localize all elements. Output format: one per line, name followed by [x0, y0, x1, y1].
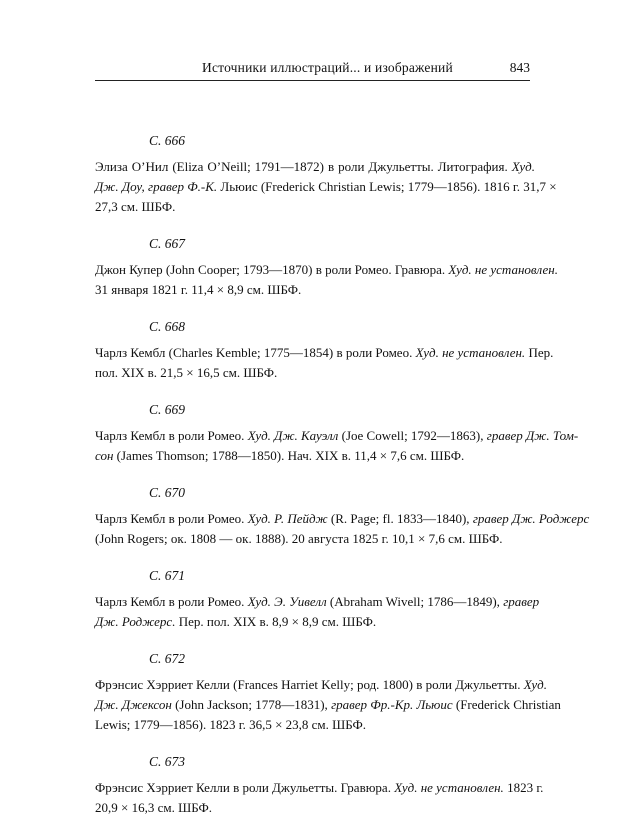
- illustration-entry: [95, 649, 561, 735]
- text-run: Фрэнсис Хэрриет Келли в роли Джульетты. Гравюра.: [95, 780, 395, 795]
- italic-credit: Дж. Доу, гравер Ф.-К.: [95, 179, 218, 194]
- italic-credit: Худ.: [523, 677, 547, 692]
- italic-credit: Худ.: [511, 159, 535, 174]
- italic-credit: сон: [95, 448, 114, 463]
- entry-page-reference: С. 666: [149, 133, 186, 148]
- description-line: [95, 675, 547, 695]
- italic-credit: гравер Дж. Том-: [486, 428, 579, 443]
- description-line: [95, 363, 535, 383]
- entry-description: [95, 675, 561, 735]
- entry-description: [95, 157, 557, 217]
- illustration-entry: [95, 752, 544, 818]
- text-run: (John Rogers; ок. 1808 — ок. 1888). 20 августа 1825 г. 10,1 × 7,6 см. ШБФ.: [95, 531, 503, 546]
- description-line: [95, 715, 535, 735]
- text-run: Льюис (Frederick Christian Lewis; 1779—1856). 1816 г. 31,7 ×: [217, 179, 557, 194]
- italic-credit: Худ. Р. Пейдж: [247, 511, 328, 526]
- text-run: Фрэнсис Хэрриет Келли (Frances Harriet Kelly; род. 1800) в роли Джульетты.: [95, 677, 524, 692]
- illustration-entry: [95, 234, 559, 300]
- entry-description: [95, 260, 559, 300]
- italic-credit: Худ. не установлен.: [394, 780, 504, 795]
- description-line: [95, 592, 540, 612]
- illustration-entry: [95, 131, 557, 217]
- entry-page-reference: С. 673: [149, 754, 186, 769]
- text-run: 1823 г.: [503, 780, 544, 795]
- entry-page-reference: С. 667: [149, 236, 186, 251]
- illustration-entry: [95, 566, 540, 632]
- text-run: Пер. пол. XIX в. 8,9 × 8,9 см. ШБФ.: [175, 614, 377, 629]
- page-number: 843: [509, 60, 530, 75]
- entry-description: [95, 592, 540, 632]
- text-run: (John Jackson; 1778—1831),: [171, 697, 332, 712]
- entry-page-reference: С. 672: [149, 651, 186, 666]
- header-rule: [95, 80, 530, 81]
- entry-page-reference: С. 670: [149, 485, 186, 500]
- description-line: [95, 778, 544, 798]
- italic-credit: Худ. Дж. Кауэлл: [247, 428, 339, 443]
- text-run: пол. XIX в. 21,5 × 16,5 см. ШБФ.: [95, 365, 278, 380]
- description-line: [95, 509, 590, 529]
- italic-credit: гравер Фр.-Кр. Льюис: [331, 697, 453, 712]
- text-run: 20,9 × 16,3 см. ШБФ.: [95, 800, 212, 815]
- italic-credit: Худ. Э. Уивелл: [247, 594, 327, 609]
- text-run: Lewis; 1779—1856). 1823 г. 36,5 × 23,8 см. ШБФ.: [95, 717, 367, 732]
- description-line: [95, 798, 535, 818]
- entry-description: [95, 509, 590, 549]
- text-run: Чарлз Кембл в роли Ромео.: [95, 428, 248, 443]
- description-line: [95, 343, 554, 363]
- description-line: [95, 446, 535, 466]
- text-run: (Frederick Christian: [452, 697, 561, 712]
- entry-description: [95, 343, 554, 383]
- text-run: (James Thomson; 1788—1850). Нач. XIX в. 11,4 × 7,6 см. ШБФ.: [113, 448, 465, 463]
- italic-credit: Дж. Джексон: [95, 697, 172, 712]
- text-run: (Joe Cowell; 1792—1863),: [338, 428, 487, 443]
- description-line: [95, 426, 579, 446]
- description-line: [95, 529, 535, 549]
- running-head-title: Источники иллюстраций... и изображений: [202, 60, 453, 75]
- italic-credit: гравер: [503, 594, 540, 609]
- illustration-sources-list: [95, 131, 590, 835]
- text-run: 31 января 1821 г. 11,4 × 8,9 см. ШБФ.: [95, 282, 302, 297]
- entry-description: [95, 778, 544, 818]
- description-line: [95, 280, 535, 300]
- text-run: (Abraham Wivell; 1786—1849),: [326, 594, 504, 609]
- italic-credit: Худ. не установлен.: [448, 262, 559, 277]
- text-run: Чарлз Кембл в роли Ромео.: [95, 511, 248, 526]
- illustration-entry: [95, 400, 579, 466]
- description-line: [95, 612, 535, 632]
- description-line: [95, 197, 535, 217]
- text-run: 27,3 см. ШБФ.: [95, 199, 176, 214]
- italic-credit: Худ. не установлен.: [415, 345, 526, 360]
- text-run: (R. Page; fl. 1833—1840),: [327, 511, 473, 526]
- description-line: [95, 157, 535, 177]
- description-line: [95, 695, 561, 715]
- entry-page-reference: С. 668: [149, 319, 186, 334]
- description-line: [95, 177, 557, 197]
- illustration-entry: [95, 317, 554, 383]
- text-run: Чарлз Кембл в роли Ромео.: [95, 594, 248, 609]
- text-run: Пер.: [525, 345, 554, 360]
- running-head: [95, 60, 530, 80]
- entry-description: [95, 426, 579, 466]
- text-run: Чарлз Кембл (Charles Kemble; 1775—1854) в роли Ромео.: [95, 345, 416, 360]
- text-run: Элиза О’Нил (Eliza O’Neill; 1791—1872) в роли Джульетты. Литография.: [95, 159, 512, 174]
- italic-credit: гравер Дж. Роджерс: [472, 511, 590, 526]
- text-run: Джон Купер (John Cooper; 1793—1870) в роли Ромео. Гравюра.: [95, 262, 449, 277]
- italic-credit: Дж. Роджерс.: [95, 614, 176, 629]
- description-line: [95, 260, 559, 280]
- illustration-entry: [95, 483, 590, 549]
- entry-page-reference: С. 669: [149, 402, 186, 417]
- entry-page-reference: С. 671: [149, 568, 186, 583]
